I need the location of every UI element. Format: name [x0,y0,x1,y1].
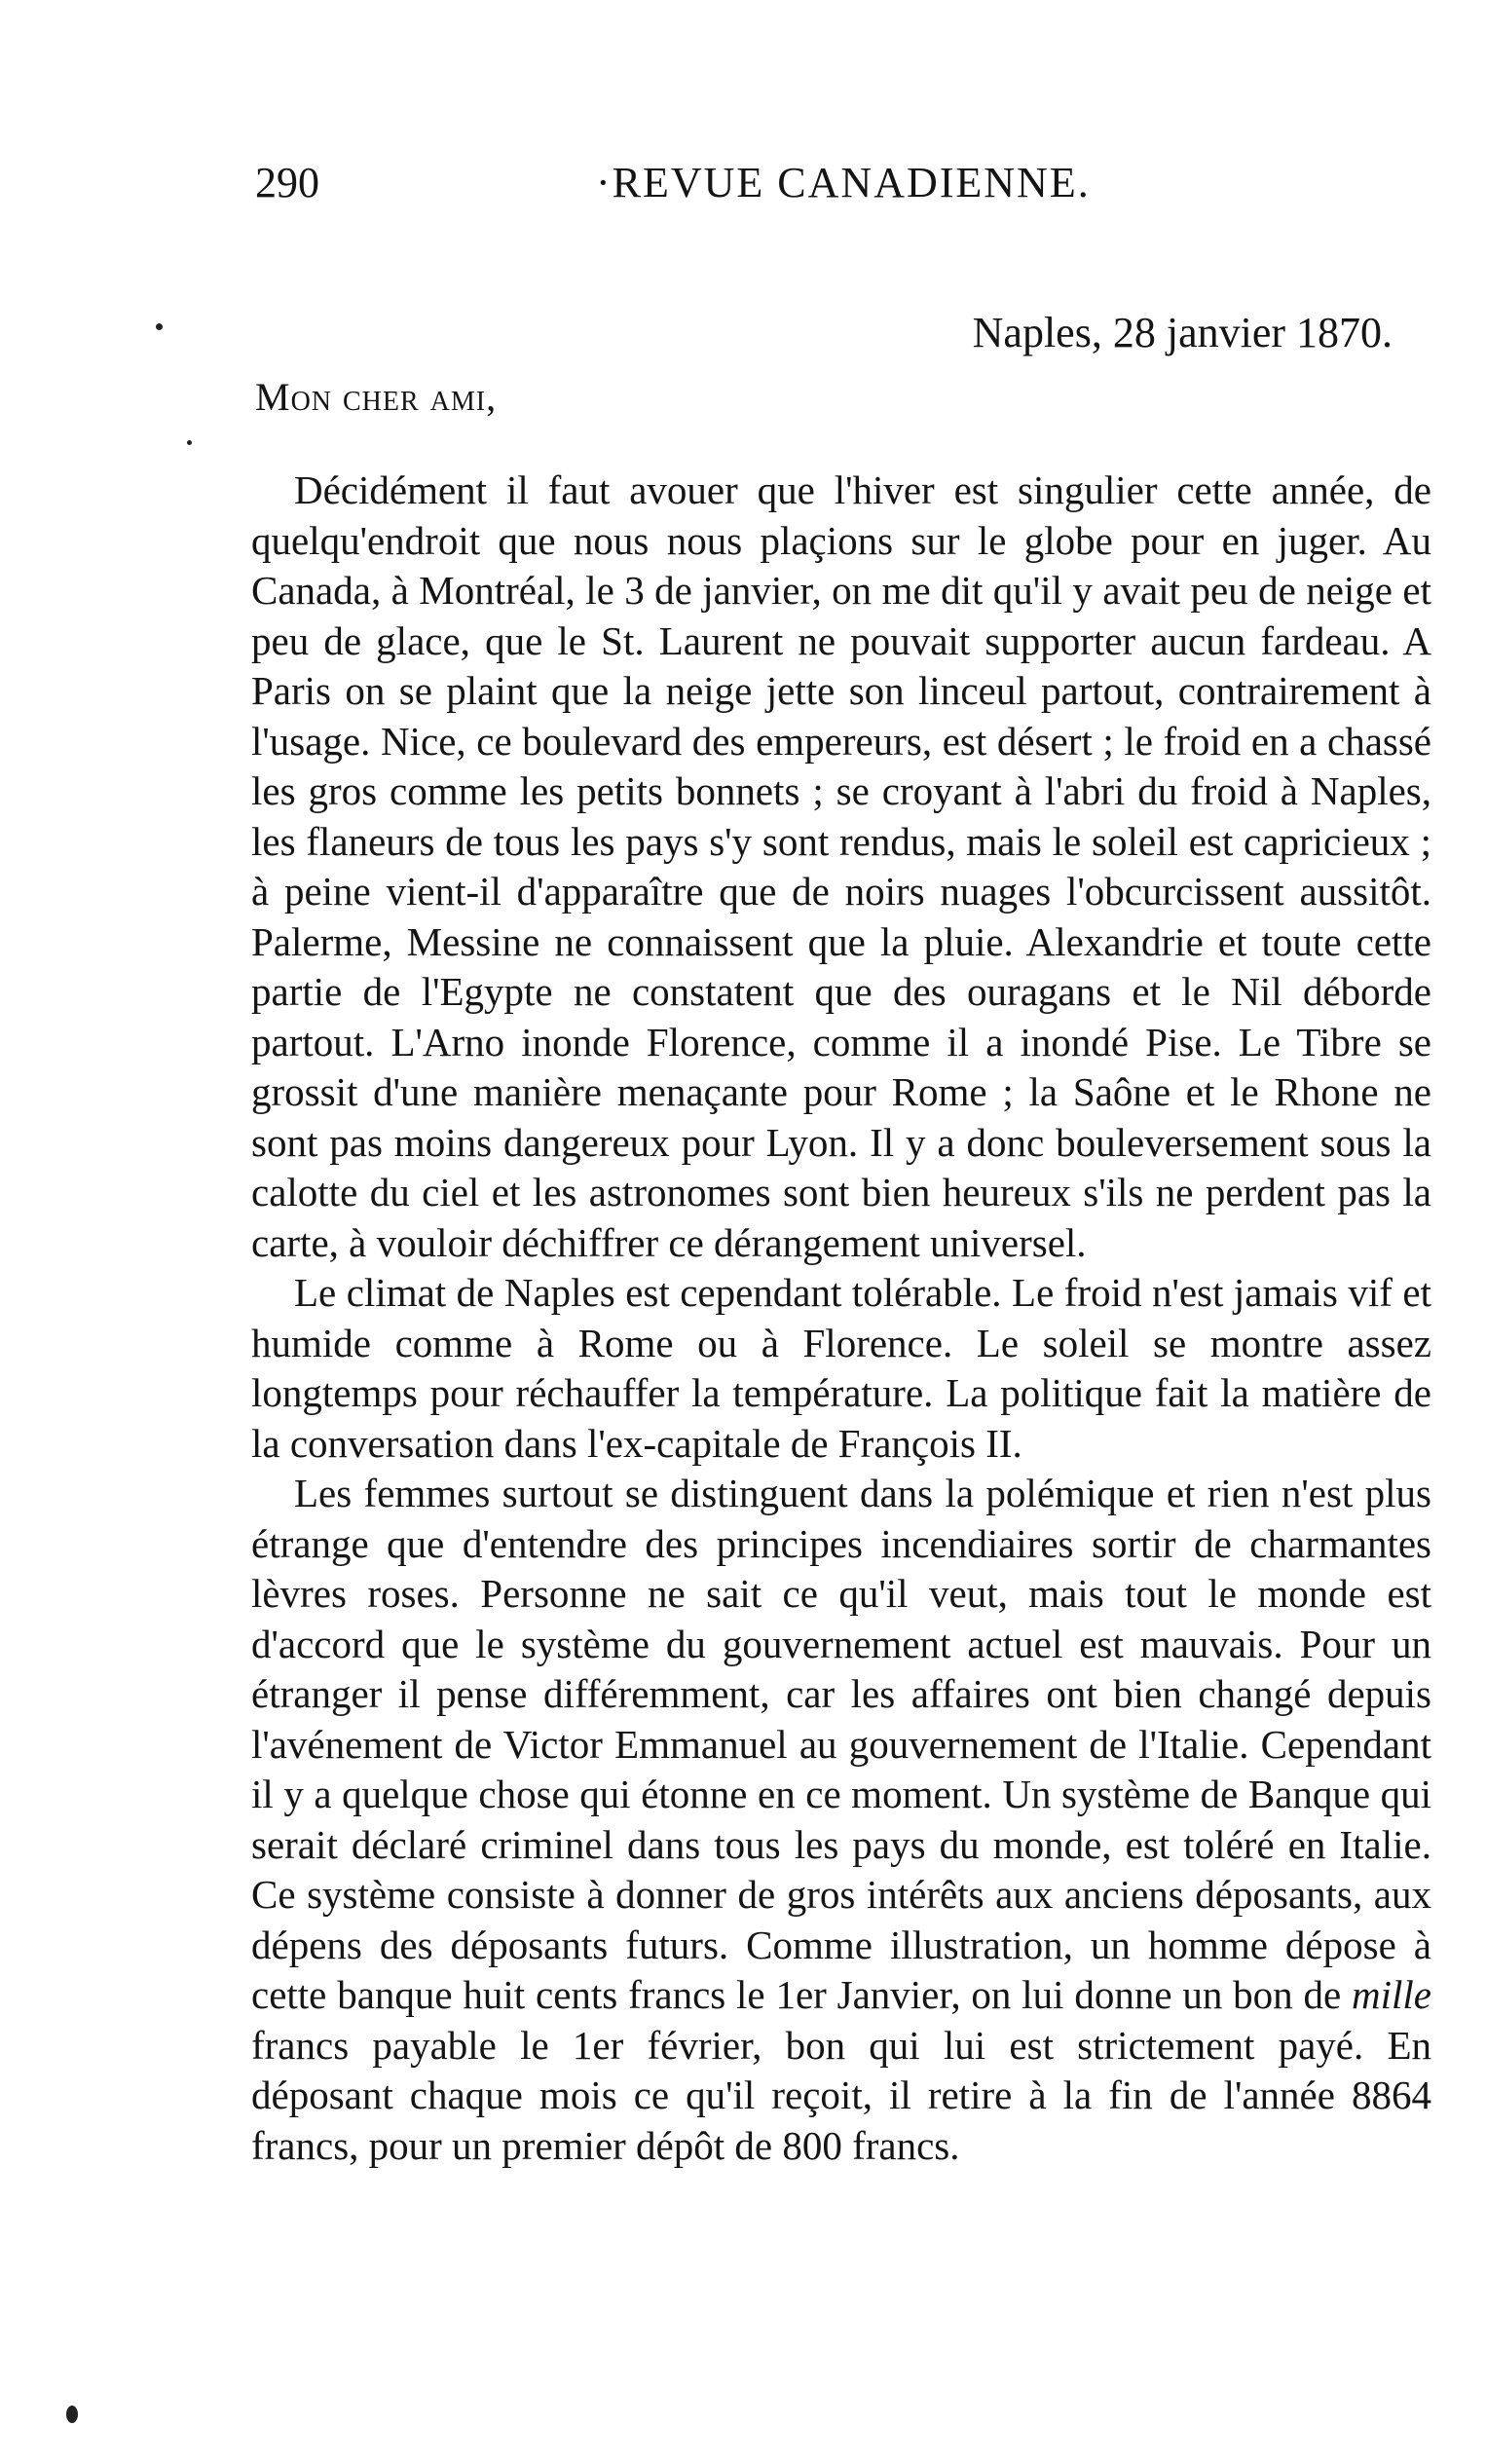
paragraph-2-text: Le climat de Naples est cependant tolérable. Le froid n'est jamais vif et humide comme à Rome ou à Florence. Le soleil se montre assez longtemps pour réchauffer la température. La politique fait la matière de la conversation dans l'ex-capitale de François II. [251,1270,1431,1466]
letter-dateline: Naples, 28 janvier 1870. [972,309,1393,356]
paragraph-2 [251,1268,1431,1469]
letter-salutation: Mon cher ami, [255,375,498,419]
print-speck [66,2406,78,2423]
paragraph-3-text-end: francs payable le 1er février, bon qui lui est strictement payé. En déposant chaque mois ce qu'il reçoit, il retire à la fin de l'année 8864 francs, pour un premier dépôt de 800 francs. [251,2022,1431,2168]
paragraph-1-text: Décidément il faut avouer que l'hiver est singulier cette année, de quelqu'endroit que nous nous plaçions sur le globe pour en juger. Au Canada, à Montréal, le 3 de janvier, on me dit qu'il y avait peu de neige et peu de glace, que le St. Laurent ne pouvait supporter aucun fardeau. A Paris on se plaint que la neige jette son linceul partout, contrairement à l'usage. Nice, ce boulevard des empereurs, est désert ; le froid en a chassé les gros comme les petits bonnets ; se croyant à l'abri du froid à Naples, les flaneurs de tous les pays s'y sont rendus, mais le soleil est capricieux ; à peine vient-il d'apparaître que de noirs nuages l'obcurcissent aussitôt. Palerme, Messine ne connaissent que la pluie. Alexandrie et toute cette partie de l'Egypte ne constatent que des ouragans et le Nil déborde partout. L'Arno inonde Florence, comme il a inondé Pise. Le Tibre se grossit d'une manière menaçante pour Rome ; la Saône et le Rhone ne sont pas moins dangereux pour Lyon. Il y a donc bouleversement sous la calotte du ciel et les astronomes sont bien heureux s'ils ne perdent pas la carte, à vouloir déchiffrer ce dérangement universel. [251,467,1431,1265]
letter-body [251,466,1431,2171]
paragraph-3-italic-word: mille [1352,1972,1431,2017]
paragraph-1 [251,466,1431,1268]
page-number: 290 [255,159,319,206]
paragraph-3 [251,1469,1431,2171]
running-title: ·REVUE CANADIENNE. [596,159,1091,206]
running-header [255,154,1424,212]
print-speck [156,323,163,330]
print-speck [187,440,192,445]
paragraph-3-text-start: Les femmes surtout se distinguent dans la polémique et rien n'est plus étrange que d'entendre des principes incendiaires sortir de charmantes lèvres roses. Personne ne sait ce qu'il veut, mais tout le monde est d'accord que le système du gouvernement actuel est mauvais. Pour un étranger il pense différemment, car les affaires ont bien changé depuis l'avénement de Victor Emmanuel au gouvernement de l'Italie. Cependant il y a quelque chose qui étonne en ce moment. Un système de Banque qui serait déclaré criminel dans tous les pays du monde, est toléré en Italie. Ce système consiste à donner de gros intérêts aux anciens déposants, aux dépens des déposants futurs. Comme illustration, un homme dépose à cette banque huit cents francs le 1er Janvier, on lui donne un bon de [251,1471,1431,2017]
